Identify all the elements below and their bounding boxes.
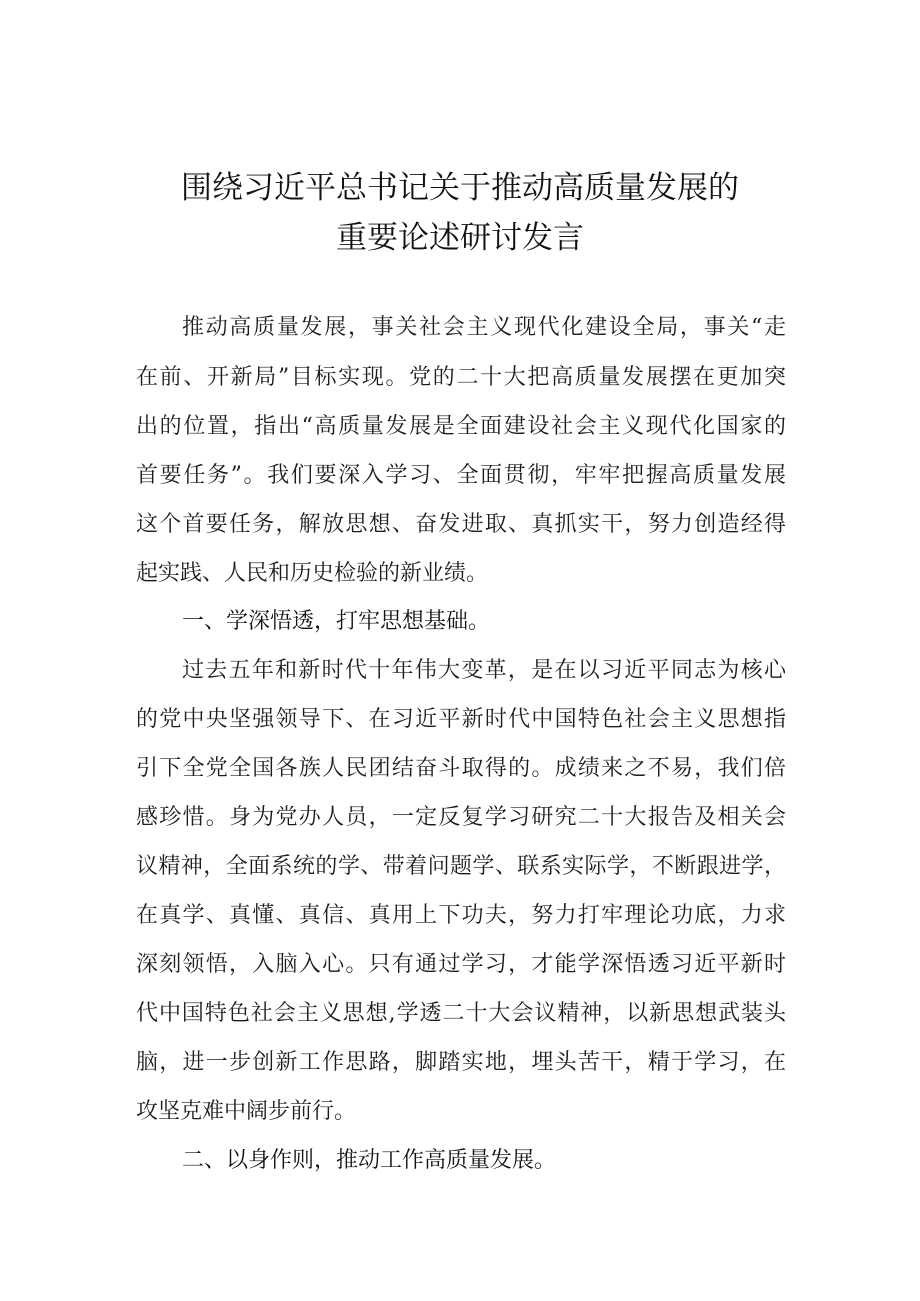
intro-paragraph-line: 出的位置，指出“高质量发展是全面建设社会主义现代化国家的 — [136, 414, 786, 439]
section1-paragraph-line: 脑，进一步创新工作思路，脚踏实地，埋头苦干，精于学习，在 — [136, 1050, 786, 1075]
intro-paragraph-line: 首要任务”。我们要深入学习、全面贯彻，牢牢把握高质量发展 — [136, 463, 786, 488]
section1-paragraph-line: 攻坚克难中阔步前行。 — [136, 1099, 357, 1124]
intro-paragraph-line: 这个首要任务，解放思想、奋发进取、真抓实干，努力创造经得 — [136, 512, 786, 537]
intro-paragraph-line: 起实践、人民和历史检验的新业绩。 — [136, 561, 489, 586]
section1-paragraph-line: 在真学、真懂、真信、真用上下功夫，努力打牢理论功底，力求 — [136, 903, 786, 928]
section1-paragraph-line: 过去五年和新时代十年伟大变革，是在以习近平同志为核心 — [182, 658, 786, 683]
section-heading-1: 一、学深悟透，打牢思想基础。 — [182, 609, 491, 634]
section-heading-2: 二、以身作则，推动工作高质量发展。 — [182, 1148, 557, 1173]
document-title-line-2: 重要论述研讨发言 — [336, 220, 584, 256]
intro-paragraph-line: 在前、开新局”目标实现。党的二十大把高质量发展摆在更加突 — [136, 365, 786, 390]
section1-paragraph-line: 的党中央坚强领导下、在习近平新时代中国特色社会主义思想指 — [136, 707, 786, 732]
section1-paragraph-line: 代中国特色社会主义思想,学透二十大会议精神，以新思想武装头 — [136, 1001, 786, 1026]
document-title-line-1: 围绕习近平总书记关于推动高质量发展的 — [181, 170, 739, 206]
section1-paragraph-line: 深刻领悟，入脑入心。只有通过学习，才能学深悟透习近平新时 — [136, 952, 786, 977]
intro-paragraph-line: 推动高质量发展，事关社会主义现代化建设全局，事关“走 — [182, 315, 786, 340]
section1-paragraph-line: 议精神，全面系统的学、带着问题学、联系实际学，不断跟进学， — [136, 854, 786, 879]
section1-paragraph-line: 引下全党全国各族人民团结奋斗取得的。成绩来之不易，我们倍 — [136, 756, 786, 781]
section1-paragraph-line: 感珍惜。身为党办人员，一定反复学习研究二十大报告及相关会 — [136, 805, 786, 830]
